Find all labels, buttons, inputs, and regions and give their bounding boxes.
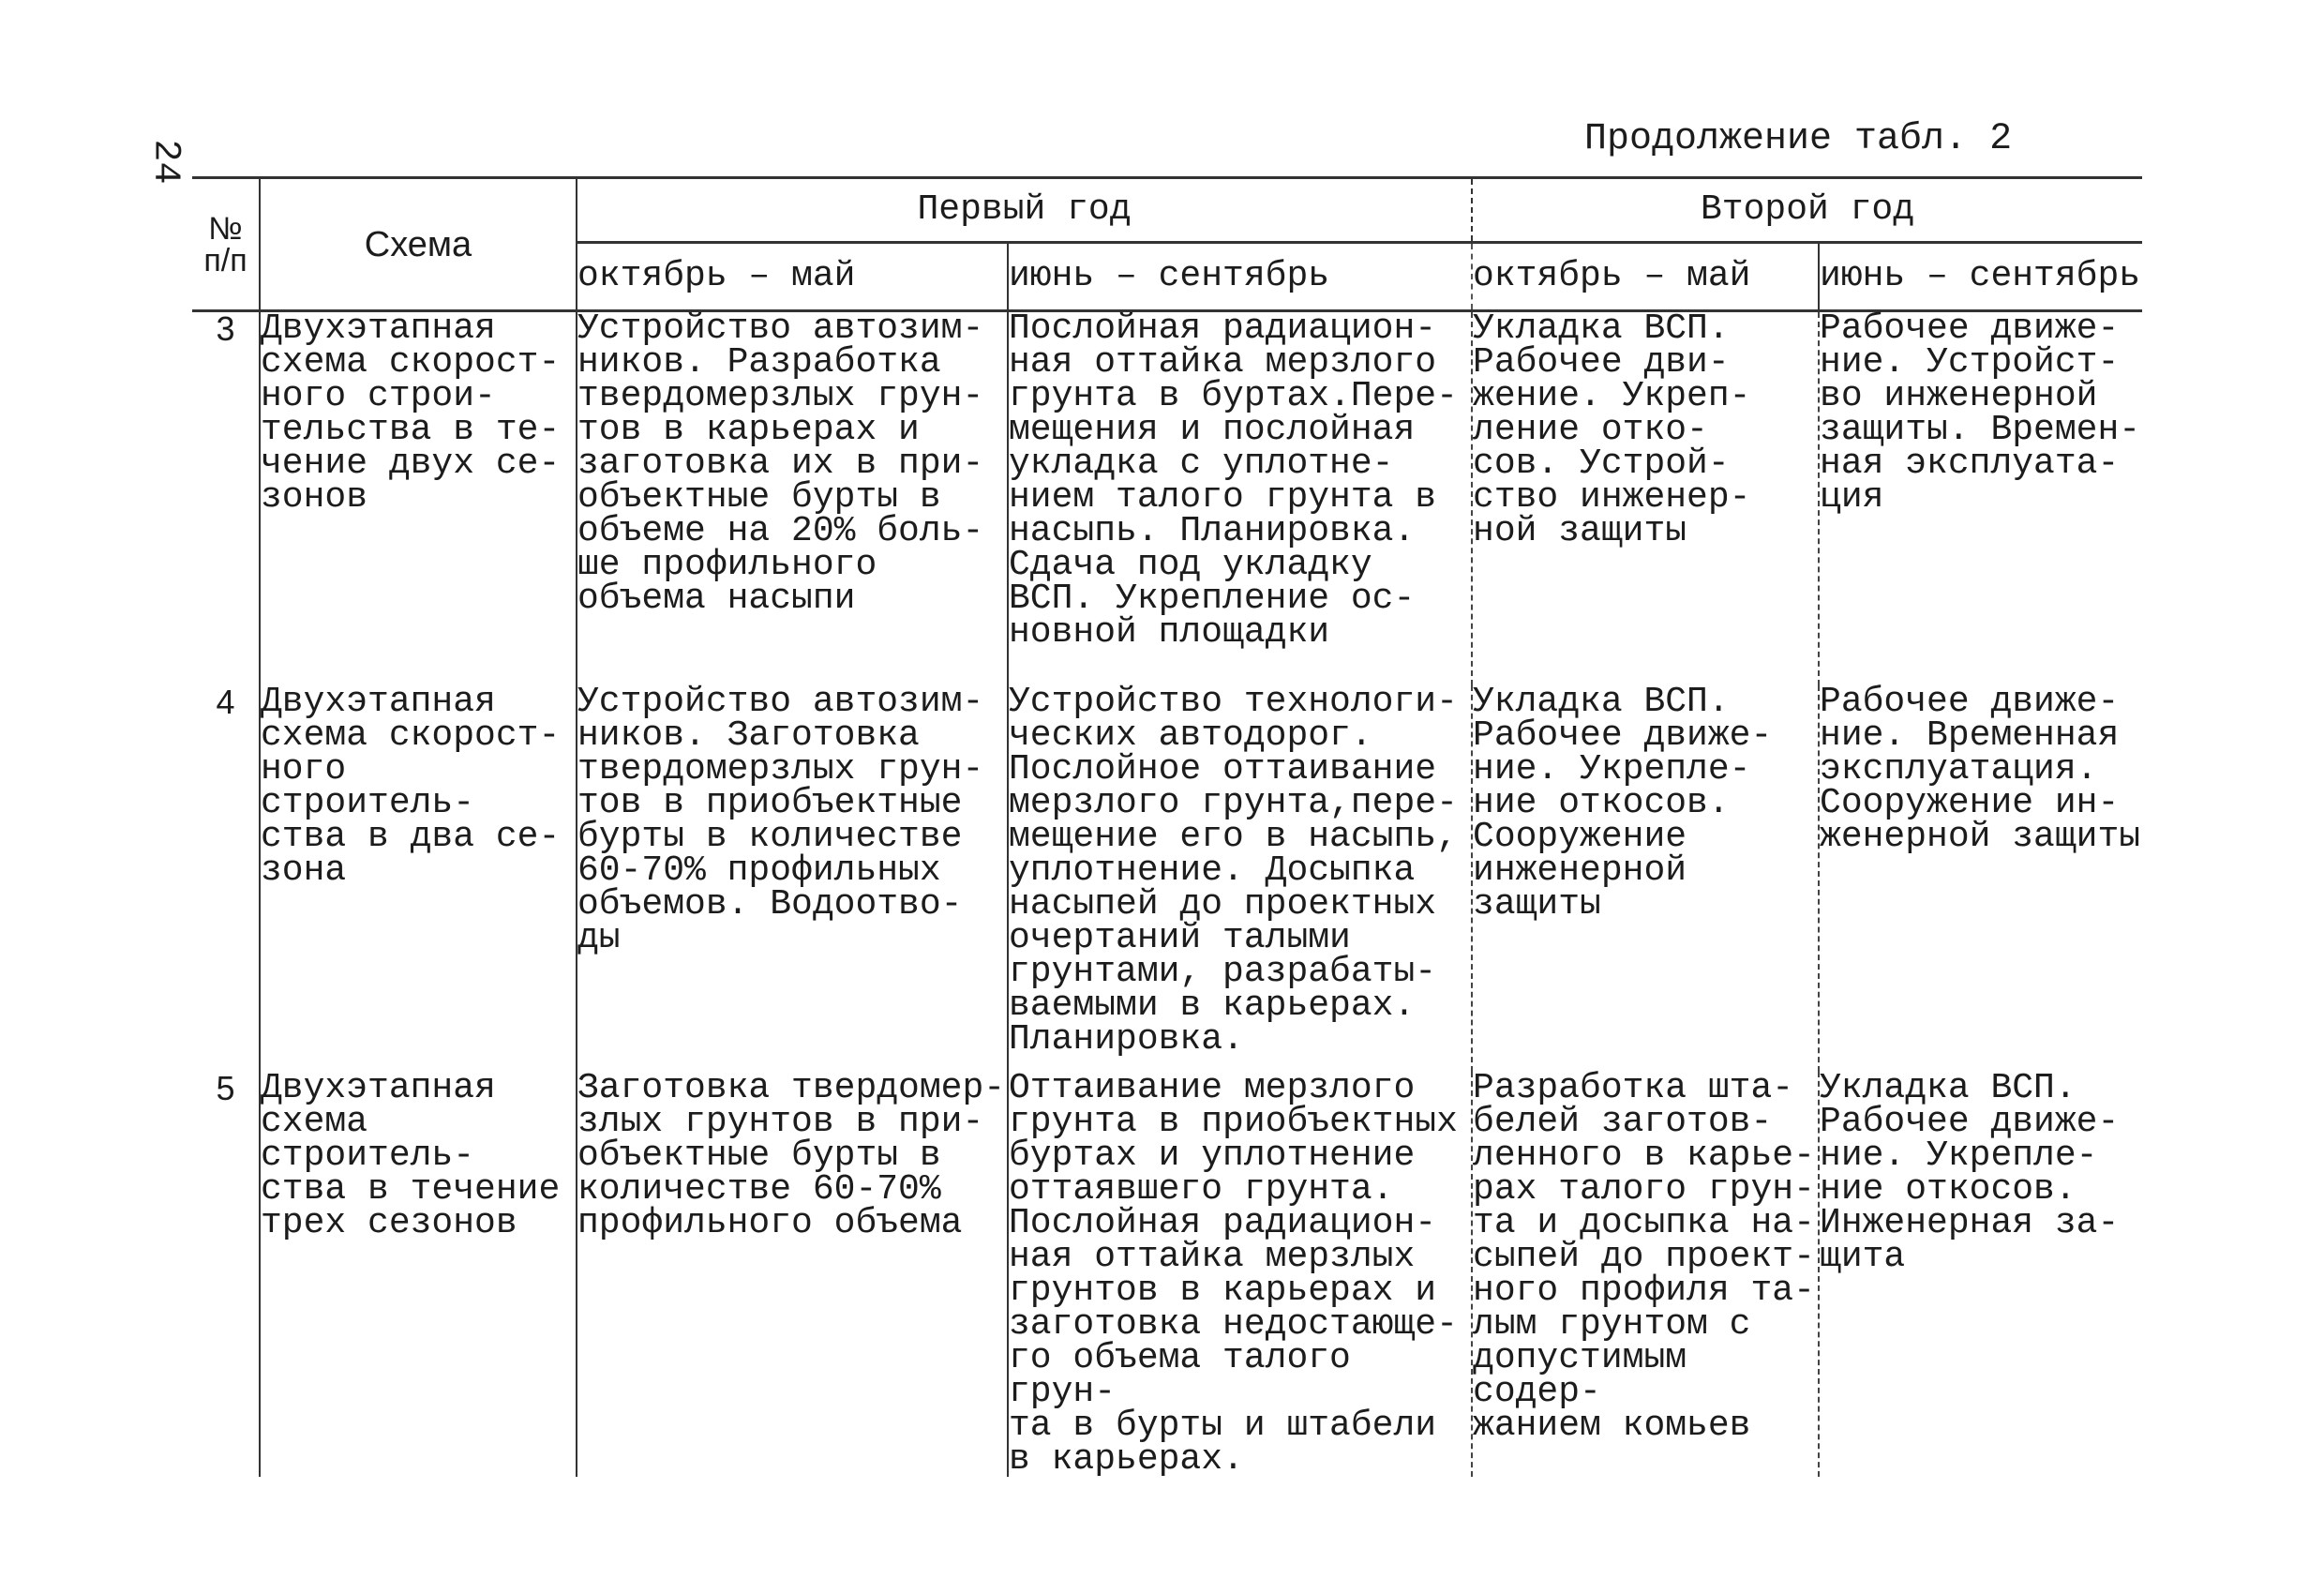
row-number: 4 (192, 685, 260, 1072)
row-scheme: Двухэтапная схема строитель- ства в течение трех сезонов (260, 1072, 577, 1477)
table-continuation-label: Продолжение табл. 2 (1584, 118, 2013, 160)
row-y1-jun-sep: Оттаивание мерзлого грунта в приобъектных буртах и уплотнение оттаявшего грунта. Послойная радиацион- ная оттайка мерзлых грунтов в карьерах и заготовка недостающе- го объема талого грун- та в бурты и штабели в карьерах. (1008, 1072, 1472, 1477)
row-y1-oct-may: Заготовка твердомер- злых грунтов в при- объектные бурты в количестве 60-70% профильного объема (577, 1072, 1008, 1477)
page-number: 24 (143, 139, 187, 185)
row-number: 3 (192, 311, 260, 686)
row-number: 5 (192, 1072, 260, 1477)
row-scheme: Двухэтапная схема скорост- ного строитель- ства в два се- зона (260, 685, 577, 1072)
header-period-y2-jun-sep: июнь – сентябрь (1819, 243, 2142, 311)
table-row (192, 311, 2142, 686)
row-y2-jun-sep: Рабочее движе- ние. Временная эксплуатация. Сооружение ин- женерной защиты (1820, 682, 2141, 857)
header-scheme: Схема (260, 178, 577, 311)
row-y2-oct-may: Разработка шта- белей заготов- ленного в карье- рах талого грун- та и досыпка на- сыпей до проект- ного профиля та- лым грунтом с допустимым содер- жанием комьев (1472, 1072, 1819, 1477)
table-row (192, 685, 2142, 1072)
row-y2-jun-sep: Рабочее движе- ние. Устройст- во инженерной защиты. Времен- ная эксплуата- ция (1820, 308, 2141, 518)
row-y2-oct-may: Укладка ВСП. Рабочее движе- ние. Укрепле- ние откосов. Сооружение инженерной защиты (1472, 685, 1819, 1072)
header-year-1: Первый год (577, 178, 1472, 243)
row-y1-jun-sep: Устройство технологи- ческих автодорог. Послойное оттаивание мерзлого грунта,пере- мещение его в насыпь, уплотнение. Досыпка насыпей до проектных очертаний талыми грунтами, разрабаты- ваемыми в карьерах. Планировка. (1008, 685, 1472, 1072)
row-y2-jun-sep: Укладка ВСП. Рабочее движе- ние. Укрепле- ние откосов. Инженерная за- щита (1820, 1068, 2120, 1277)
schedule-table (192, 176, 2142, 1480)
header-row-years (192, 178, 2142, 243)
header-period-y1-jun-sep: июнь – сентябрь (1008, 243, 1472, 311)
table-row (192, 1072, 2142, 1477)
header-period-y1-oct-may: октябрь – май (577, 243, 1008, 311)
row-y1-oct-may: Устройство автозим- ников. Заготовка твердомерзлых грун- тов в приобъектные бурты в количестве 60-70% профильных объемов. Водоотво- ды (577, 685, 1008, 1072)
header-year-2: Второй год (1472, 178, 2142, 243)
header-num: № п/п (192, 178, 260, 311)
row-y1-jun-sep: Послойная радиацион- ная оттайка мерзлого грунта в буртах.Пере- мещения и послойная укладка с уплотне- нием талого грунта в насыпь. Планировка. Сдача под укладку ВСП. Укрепление ос- новной площадки (1008, 311, 1472, 686)
header-period-y2-oct-may: октябрь – май (1472, 243, 1819, 311)
row-scheme: Двухэтапная схема скорост- ного строи- тельства в те- чение двух се- зонов (260, 311, 577, 686)
row-y2-oct-may: Укладка ВСП. Рабочее дви- жение. Укреп- ление отко- сов. Устрой- ство инженер- ной защиты (1472, 311, 1819, 686)
row-y1-oct-may: Устройство автозим- ников. Разработка твердомерзлых грун- тов в карьерах и заготовка их в при- объектные бурты в объеме на 20% боль- ше профильного объема насыпи (577, 311, 1008, 686)
